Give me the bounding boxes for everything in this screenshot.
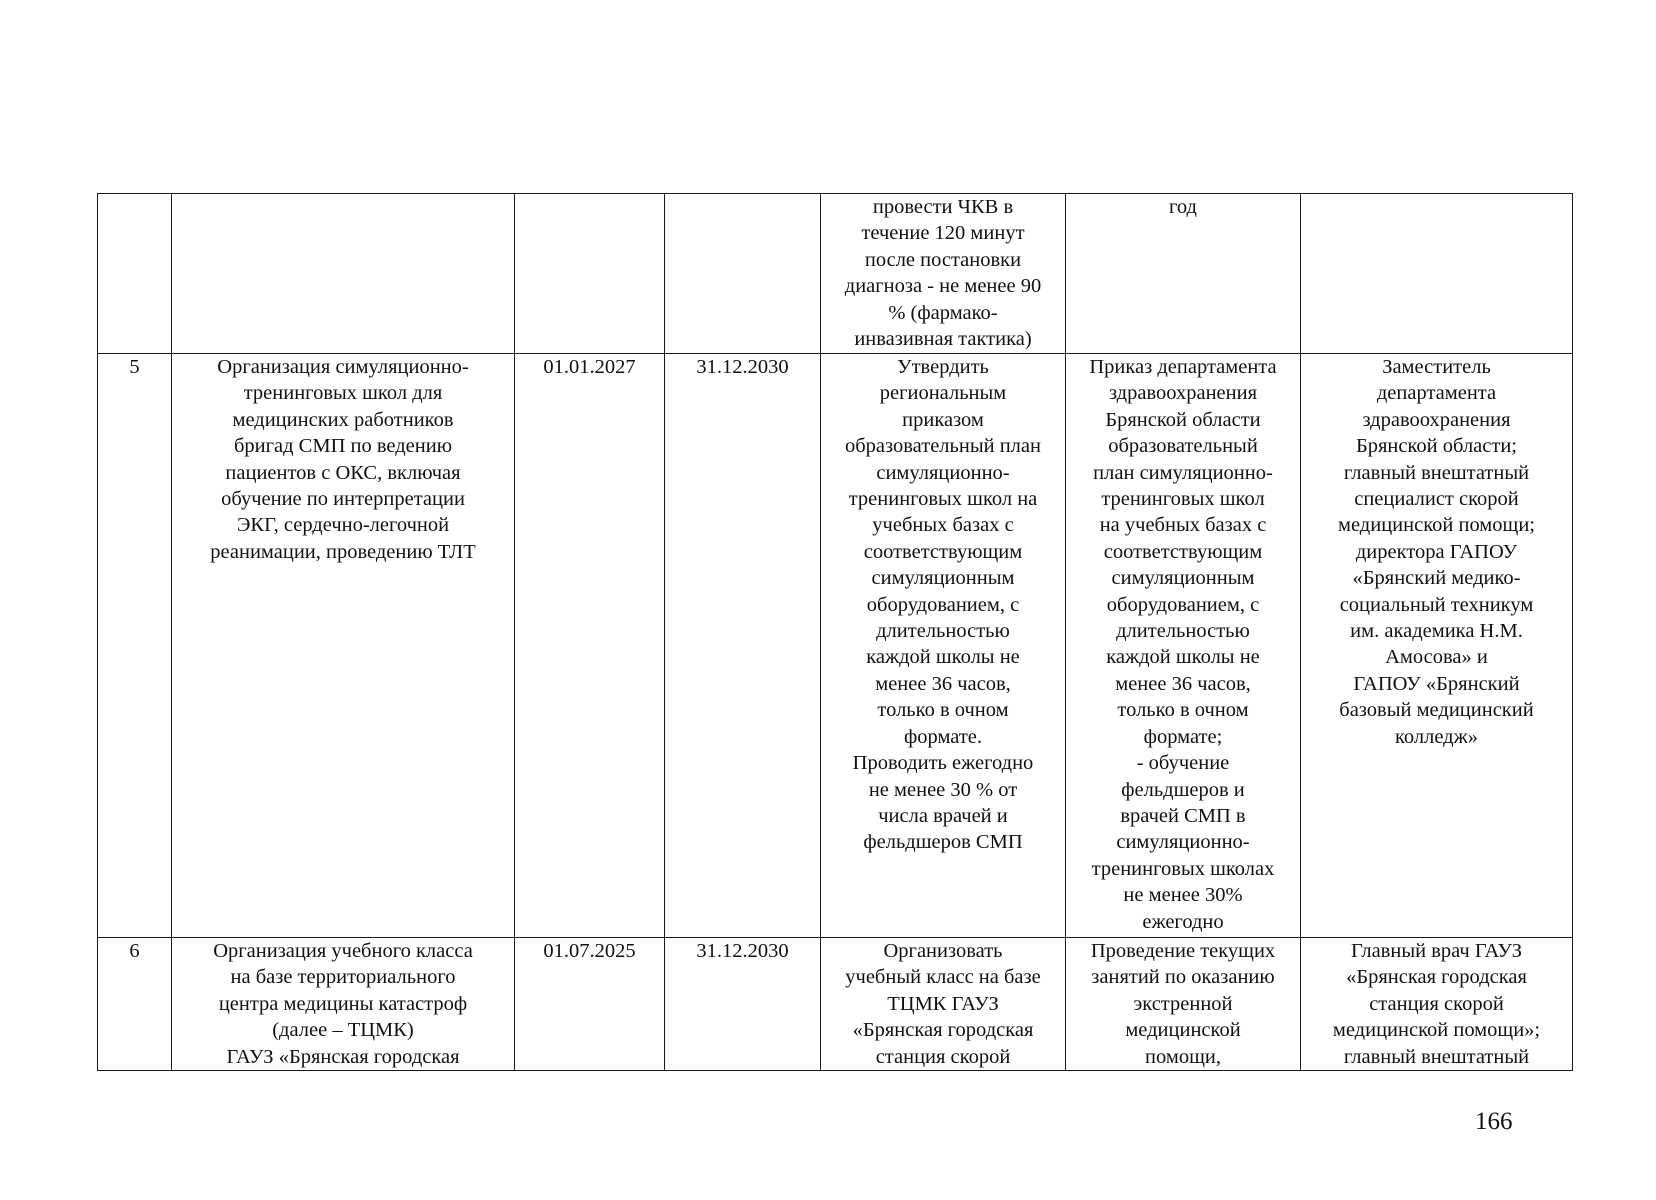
actions-text: Организовать учебный класс на базе ТЦМК ГАУЗ «Брянская городская станция скорой <box>845 940 1041 1068</box>
result-text: Проведение текущих занятий по оказанию экстренной медицинской помощи, <box>1090 940 1276 1068</box>
responsible-text: Главный врач ГАУЗ «Брянская городская станция скорой медицинской помощи»; главный внештатный <box>1332 940 1541 1068</box>
actions-cell <box>821 194 1066 354</box>
page-number: 166 <box>1475 1108 1513 1135</box>
end-date: 31.12.2030 <box>696 940 789 962</box>
measures-table <box>97 193 1573 1071</box>
start-date-cell <box>515 354 665 938</box>
end-date: 31.12.2030 <box>696 356 789 378</box>
result-text: Приказ департамента здравоохранения Брянской области образовательный план симуляционно- тренинговых школ на учебных базах с соответствующим симуляционным оборудованием, с длительностью каждой школы не менее 36 часов, только в очном формате; - обучение фельдшеров и врачей СМП в симуляционно- тренинговых школах не менее 30% ежегодно <box>1089 356 1277 933</box>
start-date: 01.07.2025 <box>543 940 636 962</box>
result-text: год <box>1169 196 1197 218</box>
end-date-cell <box>665 194 821 354</box>
result-cell <box>1066 194 1301 354</box>
actions-cell <box>821 354 1066 938</box>
row-number: 6 <box>129 940 140 962</box>
responsible-cell <box>1301 194 1573 354</box>
event-cell <box>172 938 515 1071</box>
start-date: 01.01.2027 <box>543 356 636 378</box>
event-text: Организация учебного класса на базе территориального центра медицины катастроф (далее – ТЦМК) ГАУЗ «Брянская городская <box>213 940 473 1068</box>
event-cell <box>172 354 515 938</box>
responsible-text: Заместитель департамента здравоохранения Брянской области; главный внештатный специалист скорой медицинской помощи; директора ГАПОУ «Брянский медико- социальный техникум им. академика Н.М. Амосова» и ГАПОУ «Брянский базовый медицинский колледж» <box>1338 356 1535 748</box>
actions-text: провести ЧКВ в течение 120 минут после постановки диагноза - не менее 90 % (фармако- инвазивная тактика) <box>844 196 1042 351</box>
result-cell <box>1066 938 1301 1071</box>
table-row <box>98 938 1573 1071</box>
responsible-cell <box>1301 354 1573 938</box>
table-row <box>98 194 1573 354</box>
row-number-cell <box>98 354 172 938</box>
start-date-cell <box>515 938 665 1071</box>
end-date-cell <box>665 938 821 1071</box>
end-date-cell <box>665 354 821 938</box>
row-number-cell <box>98 938 172 1071</box>
actions-cell <box>821 938 1066 1071</box>
event-text: Организация симуляционно- тренинговых школ для медицинских работников бригад СМП по ведению пациентов с ОКС, включая обучение по интерпретации ЭКГ, сердечно-легочной реанимации, проведению ТЛТ <box>210 356 476 563</box>
responsible-cell <box>1301 938 1573 1071</box>
row-number-cell <box>98 194 172 354</box>
table-row <box>98 354 1573 938</box>
row-number: 5 <box>129 356 140 378</box>
event-cell <box>172 194 515 354</box>
actions-text: Утвердить региональным приказом образовательный план симуляционно- тренинговых школ на учебных базах с соответствующим симуляционным оборудованием, с длительностью каждой школы не менее 36 часов, только в очном формате. Проводить ежегодно не менее 30 % от числа врачей и фельдшеров СМП <box>845 356 1041 854</box>
start-date-cell <box>515 194 665 354</box>
result-cell <box>1066 354 1301 938</box>
